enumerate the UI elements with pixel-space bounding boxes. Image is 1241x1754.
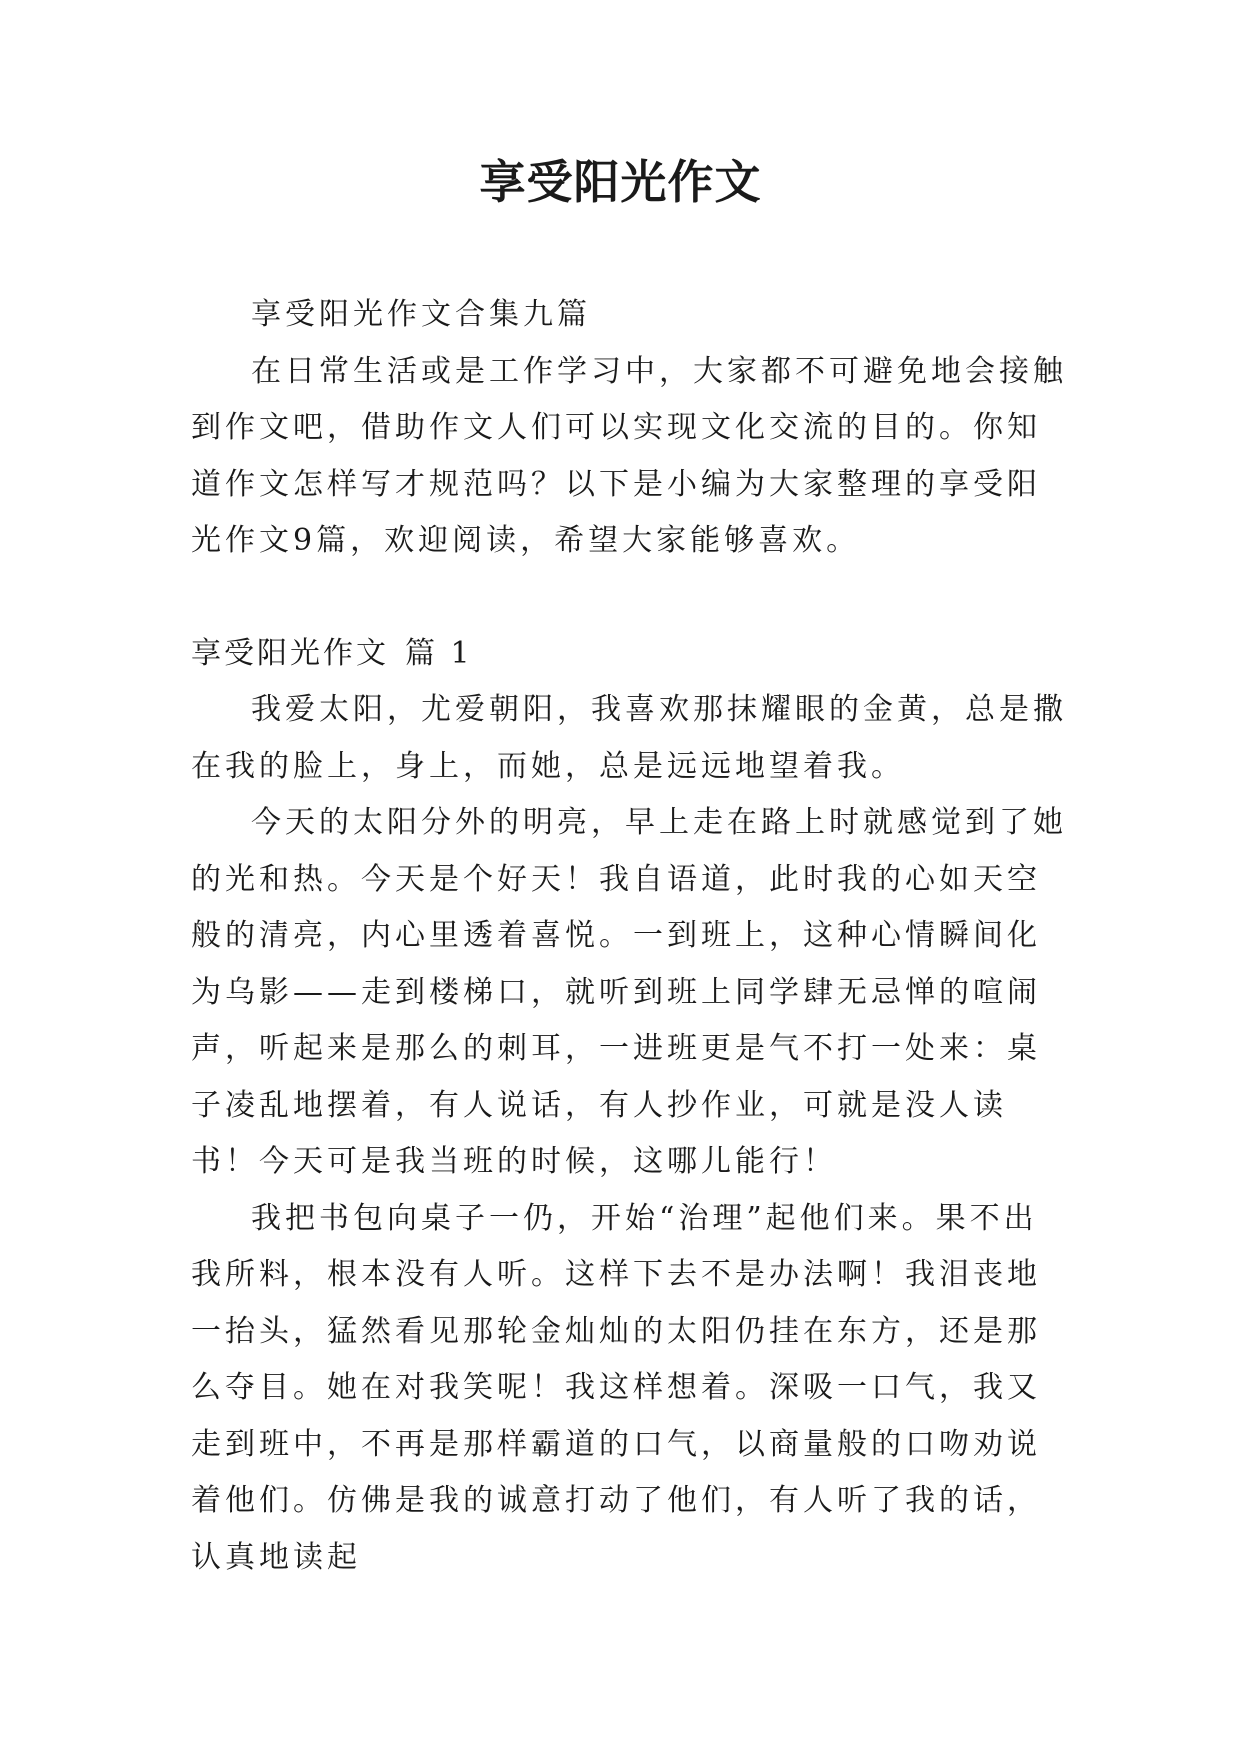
subtitle: 享受阳光作文合集九篇 xyxy=(251,297,591,332)
body-paragraph-1: 我爱太阳，尤爱朝阳，我喜欢那抹耀眼的金黄，总是撒在我的脸上，身上，而她，总是远远地望着我。 xyxy=(191,692,1067,784)
section-heading xyxy=(191,626,1071,683)
intro-paragraph: 在日常生活或是工作学习中，大家都不可避免地会接触到作文吧，借助作文人们可以实现文化交流的目的。你知道作文怎样写才规范吗？以下是小编为大家整理的享受阳光作文9篇，欢迎阅读，希望大家能够喜欢。 xyxy=(191,353,1067,558)
spacer xyxy=(191,570,1071,626)
section-number: 篇 1 xyxy=(405,635,473,671)
document-body xyxy=(191,287,1071,1586)
body-paragraph-2: 今天的太阳分外的明亮，早上走在路上时就感觉到了她的光和热。今天是个好天！我自语道，此时我的心如天空般的清亮，内心里透着喜悦。一到班上，这种心情瞬间化为乌影——走到楼梯口，就听到班上同学肆无忌惮的喧闹声，听起来是那么的刺耳，一进班更是气不打一处来：桌子凌乱地摆着，有人说话，有人抄作业，可就是没人读书！今天可是我当班的时候，这哪儿能行！ xyxy=(191,805,1067,1179)
body-paragraph-3: 我把书包向桌子一仍，开始“治理”起他们来。果不出我所料，根本没有人听。这样下去不是办法啊！我泪丧地一抬头，猛然看见那轮金灿灿的太阳仍挂在东方，还是那么夺目。她在对我笑呢！我这样想着。深吸一口气，我又走到班中，不再是那样霸道的口气，以商量般的口吻劝说着他们。仿佛是我的诚意打动了他们，有人听了我的话，认真地读起 xyxy=(191,1200,1041,1575)
section-title: 享受阳光作文 xyxy=(191,635,389,671)
document-title: 享受阳光作文 xyxy=(479,155,762,209)
